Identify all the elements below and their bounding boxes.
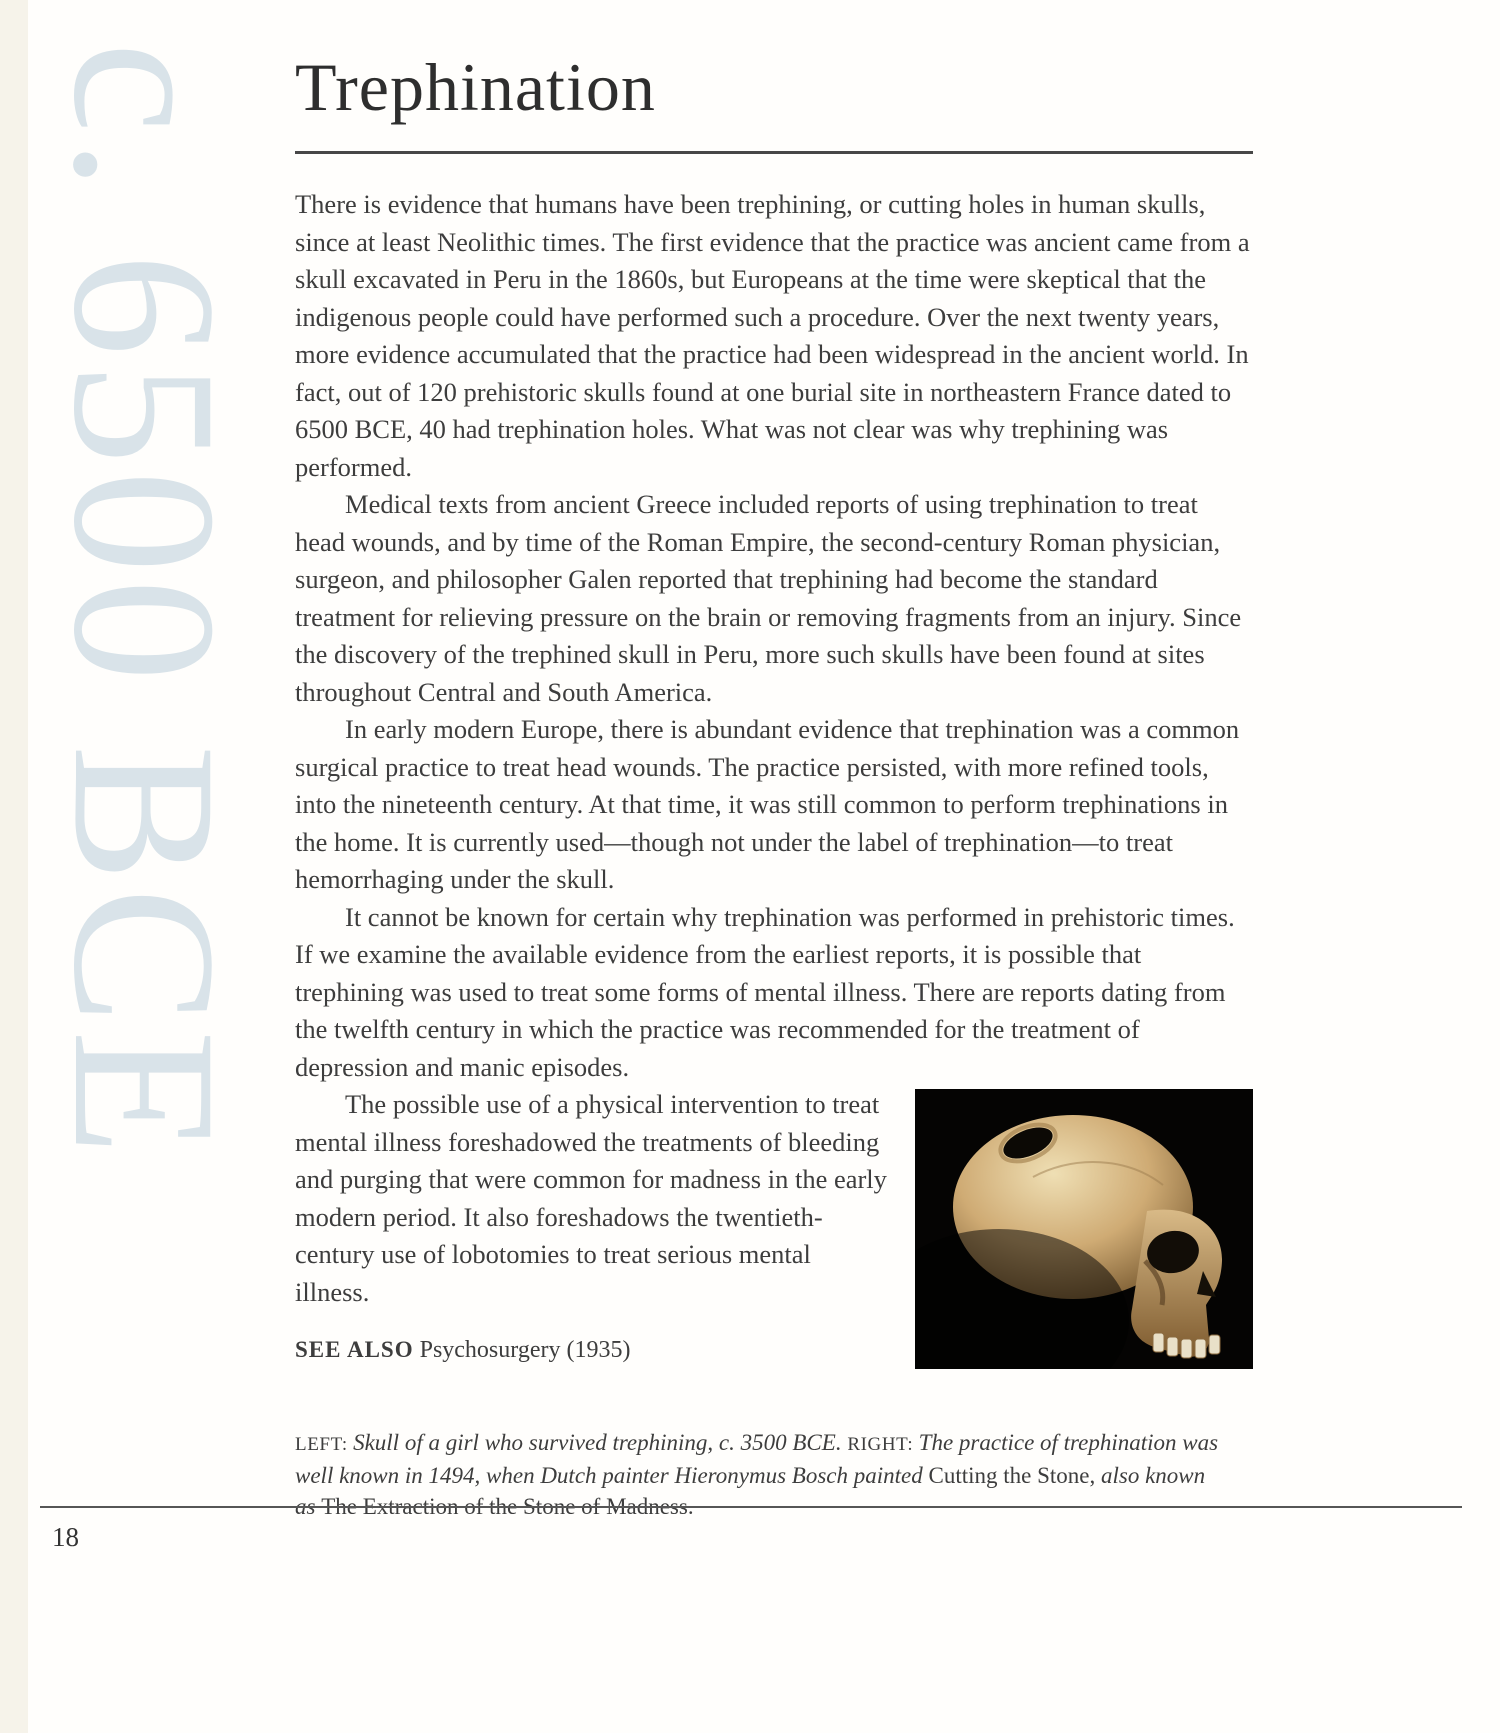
caption-segment: The Extraction of the Stone of Madness. [321, 1494, 694, 1519]
caption-segment: Skull of a girl who survived trephining, c. 3500 BCE. [353, 1430, 848, 1455]
text-and-figure-row [295, 1086, 1253, 1369]
era-watermark-label: c. 6500 BCE [31, 42, 258, 1162]
trephined-skull-figure [915, 1089, 1253, 1369]
page-edge-strip [0, 0, 28, 1733]
paragraph: Medical texts from ancient Greece included reports of using trephination to treat head wounds, and by time of the Roman Empire, the second-century Roman physician, surgeon, and philosopher Galen reported that trephining had become the standard treatment for relieving pressure on the brain or removing fragments from an injury. Since the discovery of the trephined skull in Peru, more such skulls have been found at sites throughout Central and South America. [295, 489, 1242, 707]
caption-segment: Cutting the Stone, [928, 1463, 1101, 1488]
caption-segment: The practice of trephination was well known in 1494, when Dutch painter Hieronymus Bosch painted [295, 1430, 1219, 1488]
see-also-label: SEE ALSO [295, 1337, 414, 1362]
paragraph: There is evidence that humans have been trephining, or cutting holes in human skulls, since at least Neolithic times. The first evidence that the practice was ancient came from a skull excavated in Peru in the 1860s, but Europeans at the time were skeptical that the indigenous people could have performed such a procedure. Over the next twenty years, more evidence accumulated that the practice had been widespread in the ancient world. In fact, out of 120 prehistoric skulls found at one burial site in northeastern France dated to 6500 BCE, 40 had trephination holes. What was not clear was why trephining was performed. [295, 189, 1250, 482]
caption-segment: also known as [295, 1463, 1206, 1519]
caption-segment: LEFT: [295, 1434, 354, 1455]
paragraph: In early modern Europe, there is abundant evidence that trephination was a common surgical practice to treat head wounds. The practice persisted, with more refined tools, into the nineteenth century. At that time, it was still common to perform trephinations in the home. It is currently used—though not under the label of trephination—to treat hemorrhaging under the skull. [295, 714, 1240, 894]
title-rule [295, 151, 1253, 154]
article-body [295, 186, 1253, 1369]
page-content [295, 48, 1253, 1522]
see-also-line [295, 1337, 890, 1364]
trephined-skull-image [915, 1089, 1253, 1369]
left-text-column [295, 1086, 890, 1364]
page-number: 18 [52, 1522, 79, 1552]
caption-segment: RIGHT: [847, 1434, 919, 1455]
see-also-reference: Psychosurgery (1935) [413, 1337, 631, 1363]
page-title: Trephination [295, 49, 656, 125]
paragraph: It cannot be known for certain why trephination was performed in prehistoric times. If we examine the available evidence from the earliest reports, it is possible that trephining was used to treat some forms of mental illness. There are reports dating from the twelfth century in which the practice was recommended for the treatment of depression and manic episodes. [295, 901, 1235, 1082]
footer-rule [40, 1506, 1462, 1508]
paragraph: The possible use of a physical intervention to treat mental illness foreshadowed the treatments of bleeding and purging that were common for madness in the early modern period. It also foreshadows the twentieth-century use of lobotomies to treat serious mental illness. [295, 1089, 887, 1307]
